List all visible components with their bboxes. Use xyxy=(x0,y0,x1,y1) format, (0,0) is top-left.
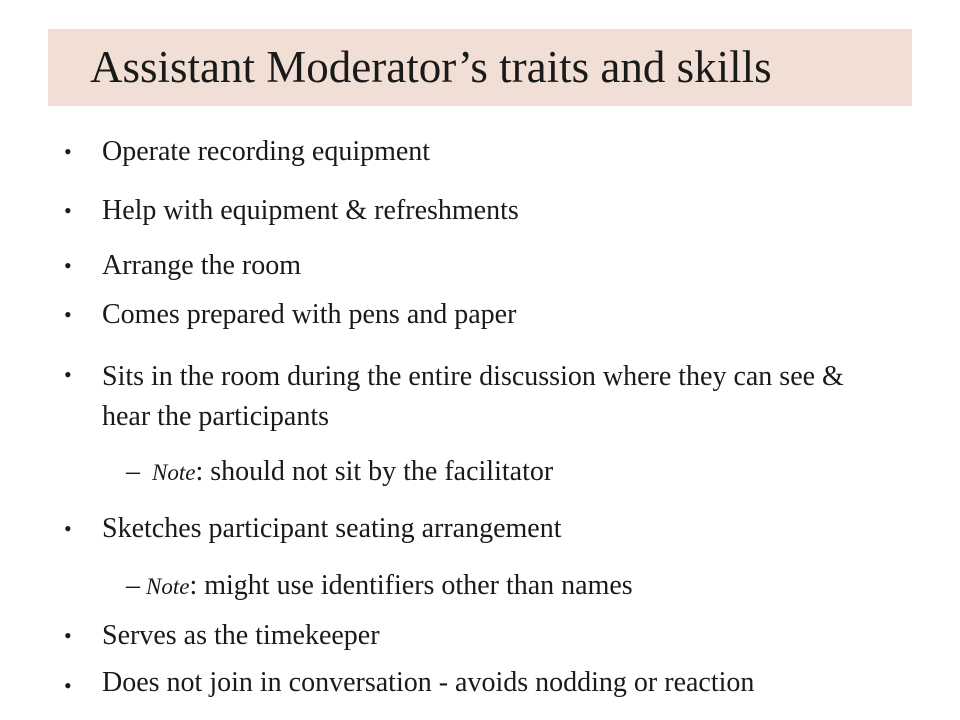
bullet-text: Arrange the room xyxy=(102,250,302,281)
sub-bullet-dash: – xyxy=(126,456,140,487)
bullet-text: Sketches participant seating arrangement xyxy=(102,513,562,544)
bullet-marker: • xyxy=(64,198,72,223)
bullet-marker: • xyxy=(64,623,72,648)
bullet-marker: • xyxy=(64,362,72,387)
sub-bullet-item xyxy=(126,454,553,491)
bullet-text: Serves as the timekeeper xyxy=(102,620,380,651)
bullet-text: Comes prepared with pens and paper xyxy=(102,299,517,330)
sub-bullet-text: : might use identifiers other than names xyxy=(189,570,633,601)
sub-bullet-item xyxy=(126,568,633,605)
sub-bullet-text: : should not sit by the facilitator xyxy=(195,456,554,487)
slide-title: Assistant Moderator’s traits and skills xyxy=(90,42,772,92)
bullet-text: Sits in the room during the entire discussion where they can see & hear the participants xyxy=(102,361,844,432)
bullet-marker: • xyxy=(64,516,72,541)
bullet-marker: • xyxy=(64,253,72,278)
bullet-marker: • xyxy=(64,139,72,164)
bullet-marker: • xyxy=(64,302,72,327)
bullet-text: Does not join in conversation - avoids nodding or reaction xyxy=(102,667,755,698)
note-label: Note xyxy=(146,574,190,599)
note-label: Note xyxy=(152,460,196,485)
bullet-text: Operate recording equipment xyxy=(102,136,431,167)
bullet-text: Help with equipment & refreshments xyxy=(102,195,519,226)
sub-bullet-dash: – xyxy=(126,570,140,601)
bullet-marker: • xyxy=(64,673,72,698)
title-banner xyxy=(48,29,912,106)
